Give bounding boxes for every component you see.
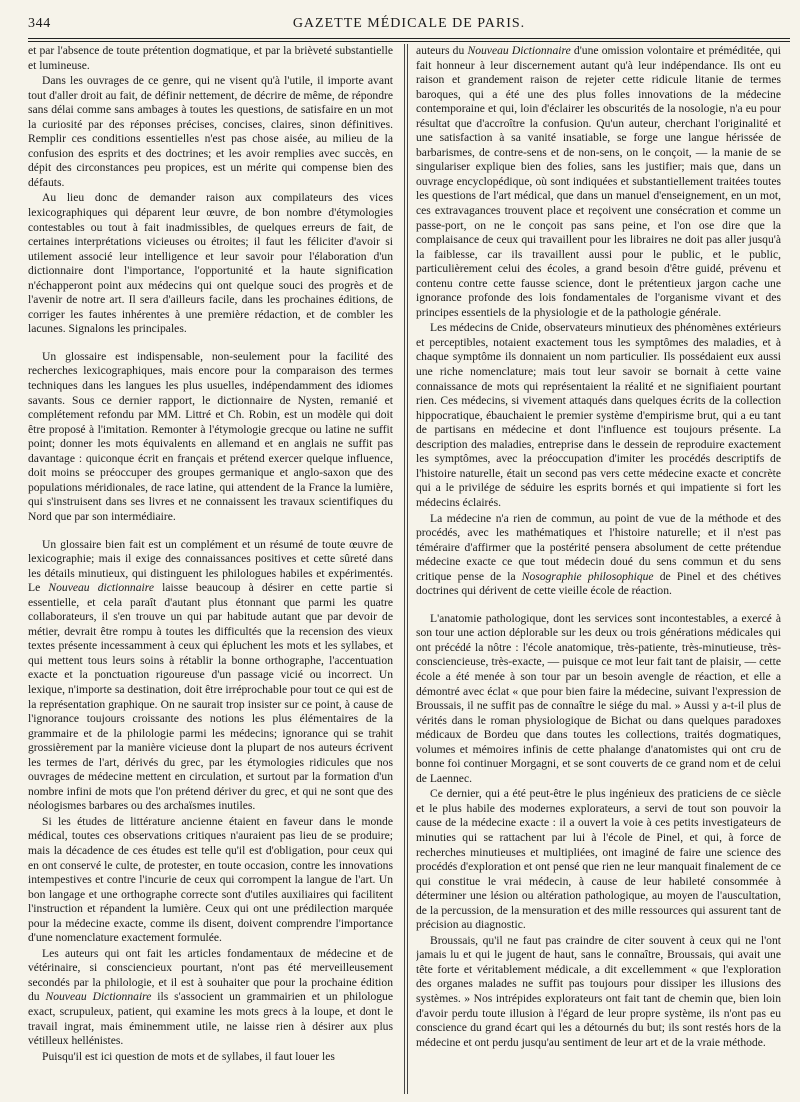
paragraph-text: Ce dernier, qui a été peut-être le plus ingénieux des praticiens de ce siècle et le plus habile des modernes explorateurs, a servi de tout son pouvoir la cause de la médecine exacte : il a ouvert la voie à ces petits investigateurs de minuties qui se rattachent par lui à l'école de Pinel, et qui, à force de recherches minutieuses et multipliées, ont imaginé de faire une science des procédés d'exploration et ont pensé que rien ne leur manquait finalement de ce qui constitue le vrai médecin, à cause de leur habileté consommée à déterminer une lésion ou altération pathologique, au moyen de l'auscultation, de la percussion, de la mensuration et des mille ressources qui assurent tant de précision au diagnostic. (416, 787, 781, 932)
journal-title: GAZETTE MÉDICALE DE PARIS. (292, 16, 526, 31)
right-column (416, 44, 781, 1094)
paragraph (28, 947, 393, 1049)
paragraph-text: d'une omission volontaire et préméditée, qui fait honneur à leur discernement autant qu'à leur indépendance. Ils ont eu raison et grandement raison de rejeter cette ridicule litanie de termes baroques, qui a été une des plus folles innovations de la médecine contemporaine et qui, loin d'éclairer les obscurités de la nosologie, n'a eu pour résultat que d'accroître la confusion. Qu'un auteur, cherchant l'originalité et une satisfaction à sa vanité insatiable, se forge une langue hérissée de barbarismes, de contre-sens et de non-sens, on le conçoit, — la manie de se singulariser explique bien des folies, sans les justifier; mais que, dans un ouvrage encyclopédique, où sont indiquées et substantiellement traitées toutes les questions de l'art médical, que dans un manuel d'enseignement, en un mot, ces extravagances trouvent place et reçoivent une consécration et comme un passe-port, on ne le conçoit pas sans peine, et l'on ose dire que la complaisance de ceux qui travaillent pour les libraires ne doit pas aller jusqu'à la faiblesse, car ils travaillent aussi pour le public, et le public, particulièrement celui des écoles, a grand besoin d'être guidé, prévenu et contenu contre cette fausse science, dont le prétentieux jargon cache une ignorance profonde des lois fondamentales de l'organisme vivant et des principes essentiels de la physiologie et de la pathologie générale. (416, 44, 781, 319)
paragraph-text: et par l'absence de toute prétention dogmatique, et par la brièveté substantielle et lumineuse. (28, 44, 393, 72)
paragraph-text: Si les études de littérature ancienne étaient en faveur dans le monde médical, toutes ces observations critiques n'auraient pas lieu de se produire; mais la décadence de ces études est telle qu'il est d'obligation, pour ceux qui en ont conservé le culte, de protester, en toute occasion, contre les innovations intempestives et contre l'incurie de ceux qui corrompent la langue de l'art. Un bon langage et une orthographe correcte sont d'utiles auxiliaires qui facilitent l'instruction et répandent la lumière. Ceux qui ont une prédilection marquée pour la médecine exacte, comme ils disent, doivent comprendre l'importance d'une nomenclature exactement formulée. (28, 814, 393, 945)
paragraph (28, 350, 393, 525)
paragraph-text: Dans les ouvrages de ce genre, qui ne visent qu'à l'utile, il importe avant tout d'aller droit au fait, de définir nettement, de décrire de même, de répondre sans délai comme sans ambages à toutes les questions, de satisfaire en un mot la curiosité par des réponses précises, concises, claires, sinon définitives. Remplir ces conditions essentielles n'est pas chose aisée, au milieu de la confusion des esprits et des doctrines; et les avoir remplies avec succès, en dépit des circonstances peu propices, est un mérite qui compense bien des défauts. (28, 74, 393, 189)
paragraph-text: Les médecins de Cnide, observateurs minutieux des phénomènes extérieurs et perceptibles, notaient exactement tous les symptômes des maladies, et à chaque symptôme ils donnaient un nom particulier. Ils possédaient eux aussi une riche nomenclature; mais tout leur savoir se bornait à cette vaine connaissance de mots qui représentaient la réalité et ne signifiaient pourtant rien. Ces médecins, si vivement attaqués dans quelques écrits de la collection hippocratique, ébauchaient le premier système d'empirisme brut, qui a eu tant de partisans en médecine et dont l'influence est toujours présente. La description des maladies, entreprise dans le dessein de reproduire exactement les symptômes, avec la préoccupation d'imiter les procédés descriptifs de l'histoire naturelle, était un second pas vers cette médecine exacte et concrète qui a le privilége de séduire les esprits bornés et qui impatiente si fort les médecins éclairés. (416, 321, 781, 509)
paragraph (416, 321, 781, 510)
page-header (28, 14, 790, 36)
paragraph (416, 512, 781, 599)
paragraph-text: auteurs du (416, 44, 468, 57)
column-divider (404, 44, 405, 1094)
paragraph-text: de Pinel et des chétives doctrines qui dérivent de cette vieille école de réaction. (416, 569, 781, 598)
paragraph-text: Puisqu'il est ici question de mots et de syllabes, il faut louer les (42, 1049, 335, 1063)
header-rule-bottom (28, 41, 790, 42)
paragraph-text: La médecine n'a rien de commun, au point de vue de la méthode et des procédés, avec les mathématiques et l'histoire naturelle; et il n'est pas téméraire d'affirmer que la postérité pensera absolument de cette prétendue médecine exacte ce que tout médecin doué du sens commun et du sens critique pense de la (416, 511, 781, 583)
page-number: 344 (28, 16, 51, 31)
paragraph-text: Un glossaire bien fait est un complément et un résumé de toute œuvre de lexicographie; mais il exige des connaissances positives et cette sûreté dans les détails minutieux, qui distinguent les philologues habiles et expérimentés. Le (28, 537, 393, 595)
paragraph (416, 787, 781, 932)
paragraph-text: Broussais, qu'il ne faut pas craindre de citer souvent à ceux qui ne l'ont jamais lu et qui le jugent de haut, sans le connaître, Broussais, qui avait une tête forte et véritablement médicale, a dit excellemment « que l'exploration des organes malades ne suffit pas toujours pour dissiper les illusions des systèmes. » Nos intrépides explorateurs ont fait tant de chemin que, bien loin d'avoir perdu toute illusion à l'égard de leur propre système, ils n'ont pas eu conscience du grand écart qui les a détournés du but; ils sont restés hors de la médecine et ont perdu jusqu'au sentiment de leur art et de la vraie méthode. (416, 933, 781, 1049)
paragraph-text: L'anatomie pathologique, dont les services sont incontestables, a exercé à son tour une action déplorable sur les deux ou trois générations médicales qui ont précédé la nôtre : l'école anatomique, très-patiente, très-minutieuse, très-consciencieuse, très-exacte, — puisque ce mot leur fait tant de plaisir, — cette école a été menée à son tour par un besoin avengle de réaction, et elle a démontré avec éclat « que pour bien faire la médecine, suivant l'expression de Broussais, il ne suffit pas de connaître le siége du mal. » Aussi y a-t-il plus de vérités dans le roman physiologique de Bichat ou dans quelques paradoxes médicaux de Bordeu que dans toutes les collections, traités dogmatiques, volumes et mémoires infinis de cette phalange d'anatomistes qui ont cru de bonne foi continuer Morgagni, et se sont couverts de ce grand nom et de celui de Laennec. (416, 611, 781, 785)
book-title: Nouveau dictionnaire (48, 581, 154, 595)
paragraph (28, 815, 393, 946)
paragraph-text: laisse beaucoup à désirer en cette partie si essentielle, et cela paraît d'autant plus étonnant que parmi les quatre collaborateurs, il s'en trouve un qui par habitude autant que par devoir de métier, devrait être rompu à toutes les difficultés que la recension des vieux textes présente incessamment à ceux qui épluchent les mots et les syllabes, et qui mettent tous leurs soins à rétablir la bonne orthographe, l'accentuation exacte et la ponctuation rigoureuse d'un passage vicié ou incorrect. Un lexique, n'importe sa destination, doit être irréprochable pour tout ce qui est de la représentation graphique. On ne saurait trop insister sur ce point, à cause de l'ignorance toujours croissante des notions les plus élémentaires de la grammaire et de la philologie parmi les médecins; ignorance qui se trahit grossièrement par la manière vicieuse dont la plupart de nos auteurs écrivent les termes de l'art, dérivés du grec, par les étymologies ridicules que nos ouvrages de médecine mettent en circulation, et surtout par la formation d'un nombre infini de mots que l'on prétend dériver du grec, et qui ne sont que des néologismes barbares ou des archaïsmes inutiles. (28, 581, 393, 813)
left-column (28, 44, 393, 1094)
paragraph (416, 44, 781, 320)
book-title: Nouveau Dictionnaire (467, 44, 571, 57)
paragraph (28, 191, 393, 336)
paragraph (28, 44, 393, 73)
paragraph-text: Un glossaire est indispensable, non-seulement pour la facilité des recherches lexicographiques, mais encore pour la comparaison des termes techniques dans les langues les plus usuelles, indépendamment des idiomes savants. Sous ce dernier rapport, le dictionnaire de Nysten, remanié et complétement refondu par MM. Littré et Ch. Robin, est un modèle qui doit être proposé à l'imitation. Remonter à l'étymologie grecque ou latine ne suffit point; donner les mots équivalents en allemand et en anglais ne suffit pas davantage : quiconque écrit en français et prétend exercer quelque influence, doit moins se préoccuper des groupes germanique et anglo-saxon que des populations méridionales, de race latine, qui attendent de la France la lumière, qui s'instruisent dans ses livres et ne connaissent les travaux scientifiques du Nord que par son intermédiaire. (28, 349, 393, 523)
paragraph (28, 74, 393, 190)
paragraph (416, 612, 781, 787)
paragraph (416, 934, 781, 1050)
book-title: Nouveau Dictionnaire (45, 990, 152, 1004)
paragraph-text: Les auteurs qui ont fait les articles fondamentaux de médecine et de vétérinaire, si consciencieux pourtant, n'ont pas été merveilleusement secondés par la philologie, et il est à souhaiter que pour la prochaine édition du (28, 946, 393, 1004)
paragraph (28, 538, 393, 814)
paragraph-text: ils s'associent un grammairien et un philologue exact, scrupuleux, patient, qui examine les mots grecs à la loupe, et dont le travail ingrat, mais éminemment utile, ne laisse rien à désirer aux plus vétilleux hellénistes. (28, 990, 393, 1048)
paragraph (28, 1050, 393, 1065)
column-divider (407, 44, 408, 1094)
paragraph-text: Au lieu donc de demander raison aux compilateurs des vices lexicographiques qui déparent leur œuvre, de bon nombre d'étymologies contestables ou tout à fait inadmissibles, de quelques erreurs de fait, de certaines interprétations vicieuses ou étroites; il faut les féliciter d'avoir si utilement associé leur intelligence et leur savoir pour l'élaboration d'un dictionnaire dont l'importance, l'opportunité et la haute signification n'échapperont point aux médecins qui ont quelque souci des progrès et de l'avenir de notre art. Il sera d'ailleurs facile, dans les prochaines éditions, de corriger les fautes inhérentes à une première rédaction, et de combler les lacunes. Signalons les principales. (28, 191, 393, 336)
header-rule-top (28, 38, 790, 39)
book-title: Nosographie philosophique (521, 569, 654, 583)
